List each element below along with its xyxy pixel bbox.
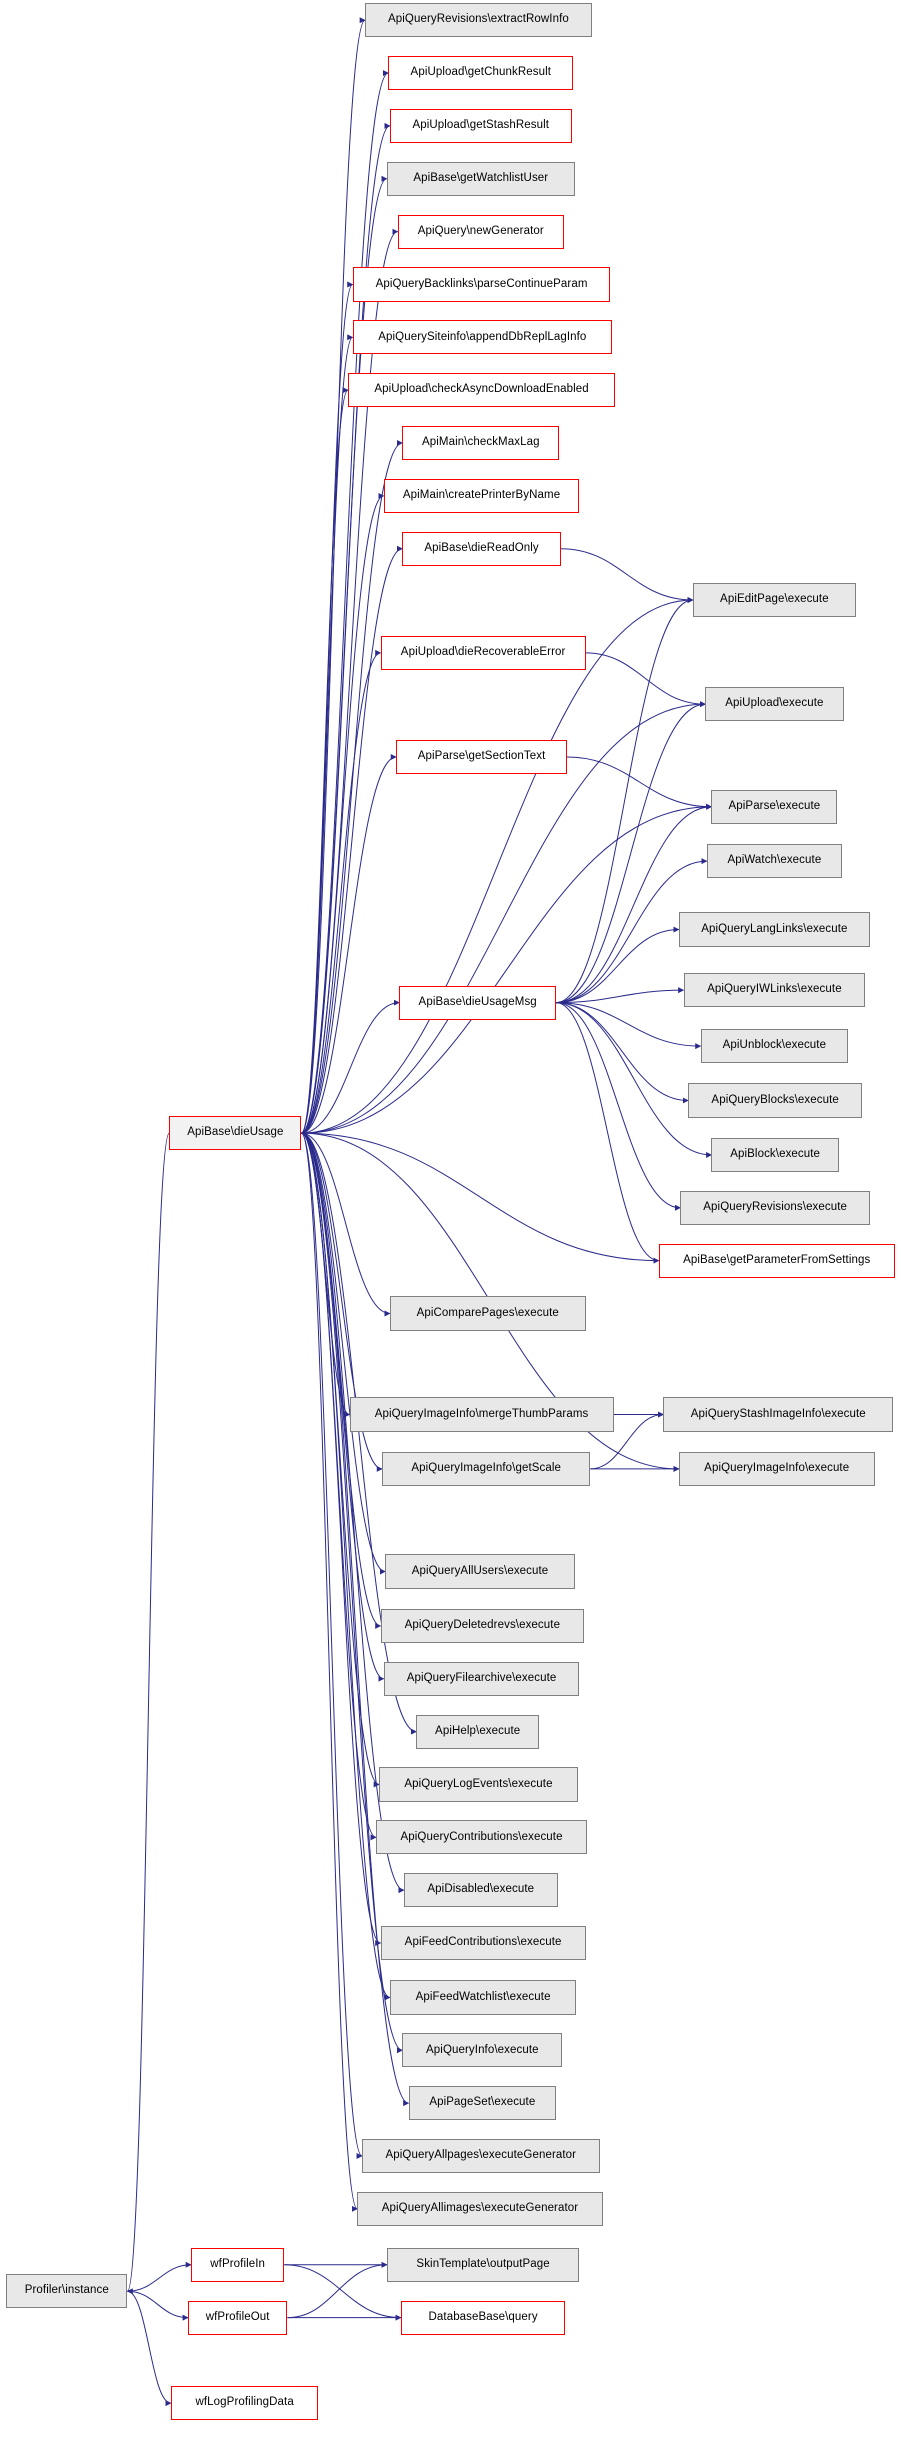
graph-edge <box>284 2265 401 2318</box>
graph-node[interactable]: ApiQueryAllUsers\execute <box>385 1554 575 1588</box>
graph-edge <box>301 1133 349 1414</box>
graph-node[interactable]: ApiUpload\dieRecoverableError <box>381 636 586 670</box>
graph-edge <box>301 1133 357 2209</box>
graph-node[interactable]: ApiQueryAllimages\executeGenerator <box>357 2192 602 2226</box>
graph-node[interactable]: ApiQueryStashImageInfo\execute <box>663 1397 893 1431</box>
graph-node[interactable]: Profiler\instance <box>6 2274 127 2308</box>
graph-node[interactable]: ApiHelp\execute <box>416 1715 539 1749</box>
graph-node[interactable]: ApiQueryRevisions\extractRowInfo <box>365 3 592 37</box>
graph-edge <box>127 2291 170 2403</box>
graph-edge <box>301 1133 390 1313</box>
graph-edge <box>556 1003 711 1155</box>
graph-node[interactable]: ApiParse\getSectionText <box>396 740 567 774</box>
graph-edge <box>301 1133 390 1997</box>
graph-node[interactable]: ApiQueryImageInfo\mergeThumbParams <box>350 1397 614 1431</box>
graph-edge <box>301 1133 379 1784</box>
graph-edge <box>301 1003 399 1134</box>
graph-node[interactable]: ApiUpload\getChunkResult <box>388 56 573 90</box>
graph-edge <box>556 1003 659 1261</box>
graph-node[interactable]: ApiBase\dieReadOnly <box>402 532 560 566</box>
graph-edge <box>556 1003 688 1101</box>
graph-node[interactable]: ApiQueryAllpages\executeGenerator <box>362 2139 600 2173</box>
graph-edge <box>301 807 711 1133</box>
graph-edge <box>301 1133 376 1837</box>
graph-node[interactable]: ApiQuerySiteinfo\appendDbReplLagInfo <box>353 320 612 354</box>
graph-node[interactable]: ApiBase\dieUsage <box>169 1116 301 1150</box>
graph-edge <box>556 1003 680 1208</box>
graph-node[interactable]: ApiQueryFilearchive\execute <box>384 1662 580 1696</box>
graph-node[interactable]: SkinTemplate\outputPage <box>387 2248 580 2282</box>
graph-node[interactable]: ApiQueryDeletedrevs\execute <box>381 1609 585 1643</box>
graph-node[interactable]: ApiUnblock\execute <box>701 1029 849 1063</box>
graph-node[interactable]: ApiQueryLogEvents\execute <box>379 1767 578 1801</box>
graph-edge <box>567 757 711 807</box>
graph-edge <box>556 990 683 1002</box>
graph-edge <box>301 232 397 1134</box>
graph-edge <box>301 443 402 1133</box>
graph-node[interactable]: ApiMain\checkMaxLag <box>402 426 559 460</box>
graph-edge <box>127 2265 191 2291</box>
graph-node[interactable]: wfProfileIn <box>191 2248 284 2282</box>
graph-node[interactable]: ApiBase\getParameterFromSettings <box>659 1244 895 1278</box>
graph-node[interactable]: ApiUpload\execute <box>705 687 843 721</box>
graph-edge <box>301 1133 362 2156</box>
graph-edge <box>287 2265 386 2318</box>
graph-node[interactable]: ApiQueryImageInfo\getScale <box>382 1452 590 1486</box>
graph-edge <box>301 1133 402 2050</box>
graph-edge <box>556 1003 700 1047</box>
graph-edge <box>301 600 692 1133</box>
graph-edge <box>127 2291 188 2317</box>
graph-node[interactable]: wfProfileOut <box>188 2301 287 2335</box>
graph-node[interactable]: ApiBase\dieUsageMsg <box>399 986 556 1020</box>
graph-edge <box>556 704 705 1002</box>
graph-node[interactable]: ApiQueryImageInfo\execute <box>679 1452 875 1486</box>
graph-node[interactable]: ApiQueryBlocks\execute <box>688 1083 862 1117</box>
graph-node[interactable]: ApiFeedContributions\execute <box>381 1926 586 1960</box>
graph-node[interactable]: ApiParse\execute <box>711 790 837 824</box>
graph-node[interactable]: ApiQueryContributions\execute <box>376 1820 587 1854</box>
graph-edge <box>301 1133 380 1626</box>
graph-node[interactable]: DatabaseBase\query <box>401 2301 566 2335</box>
graph-edge <box>301 390 348 1133</box>
graph-edge <box>561 549 693 600</box>
graph-edge <box>586 653 706 704</box>
graph-edge <box>301 284 352 1133</box>
graph-edge <box>301 653 380 1133</box>
graph-node[interactable]: ApiQueryRevisions\execute <box>680 1191 870 1225</box>
graph-edge <box>127 1133 169 2291</box>
graph-node[interactable]: ApiBlock\execute <box>711 1138 838 1172</box>
graph-edge <box>301 1133 380 1943</box>
graph-node[interactable]: ApiBase\getWatchlistUser <box>387 162 575 196</box>
graph-node[interactable]: ApiWatch\execute <box>707 844 842 878</box>
graph-node[interactable]: ApiFeedWatchlist\execute <box>390 1980 576 2014</box>
graph-node[interactable]: ApiQueryIWLinks\execute <box>684 973 866 1007</box>
graph-node[interactable]: ApiUpload\checkAsyncDownloadEnabled <box>348 373 615 407</box>
graph-node[interactable]: ApiComparePages\execute <box>390 1296 586 1330</box>
graph-node[interactable]: ApiPageSet\execute <box>409 2086 557 2120</box>
graph-node[interactable]: wfLogProfilingData <box>171 2386 319 2420</box>
graph-node[interactable]: ApiEditPage\execute <box>693 583 856 617</box>
graph-edge <box>301 73 388 1133</box>
graph-edge <box>301 337 352 1133</box>
graph-edge <box>301 757 396 1133</box>
graph-node[interactable]: ApiQueryInfo\execute <box>402 2033 562 2067</box>
graph-node[interactable]: ApiQueryBacklinks\parseContinueParam <box>353 267 611 301</box>
graph-node[interactable]: ApiMain\createPrinterByName <box>384 479 580 513</box>
graph-edge <box>556 930 679 1003</box>
graph-node[interactable]: ApiQueryLangLinks\execute <box>679 912 870 946</box>
graph-edge <box>301 496 383 1133</box>
graph-edge <box>301 1133 385 1571</box>
graph-edge <box>301 1133 658 1260</box>
graph-node[interactable]: ApiDisabled\execute <box>404 1873 558 1907</box>
graph-edge <box>301 20 365 1133</box>
graph-node[interactable]: ApiUpload\getStashResult <box>390 109 572 143</box>
graph-node[interactable]: ApiQuery\newGenerator <box>398 215 564 249</box>
